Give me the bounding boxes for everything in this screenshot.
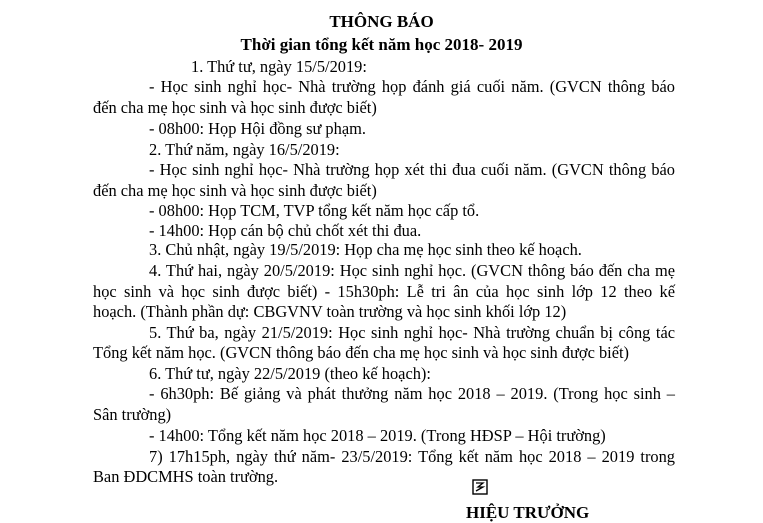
item-4-line-3: hoạch. (Thành phần dự: CBGVNV toàn trường và học sinh khối lớp 12) xyxy=(93,302,567,321)
item-1-meeting: - 08h00: Họp Hội đồng sư phạm. xyxy=(149,119,366,138)
item-4-line-1: 4. Thứ hai, ngày 20/5/2019: Học sinh nghỉ học. (GVCN thông báo đến cha mẹ xyxy=(149,261,675,280)
item-6-detail-line-2: Sân trường) xyxy=(93,405,172,424)
item-1-date: 1. Thứ tư, ngày 15/5/2019: xyxy=(191,57,367,76)
page-title: THÔNG BÁO xyxy=(329,12,434,31)
item-6-meeting: - 14h00: Tổng kết năm học 2018 – 2019. (Trong HĐSP – Hội trường) xyxy=(149,426,606,445)
item-6-detail-line-1: - 6h30ph: Bế giảng và phát thưởng năm học 2018 – 2019. (Trong học sinh – xyxy=(149,384,675,403)
item-7-line-1: 7) 17h15ph, ngày thứ năm- 23/5/2019: Tổng kết năm học 2018 – 2019 trong xyxy=(149,447,675,466)
item-5-line-1: 5. Thứ ba, ngày 21/5/2019: Học sinh nghỉ học- Nhà trường chuẩn bị công tác xyxy=(149,323,675,342)
item-1-detail-line-1: - Học sinh nghỉ học- Nhà trường họp đánh giá cuối năm. (GVCN thông báo xyxy=(149,77,675,96)
item-2-meeting-1: - 08h00: Họp TCM, TVP tổng kết năm học cấp tổ. xyxy=(149,201,480,220)
signature-mark-icon xyxy=(472,479,488,495)
item-1-detail-line-2: đến cha mẹ học sinh và học sinh được biết) xyxy=(93,98,377,117)
item-2-date: 2. Thứ năm, ngày 16/5/2019: xyxy=(149,140,340,159)
item-2-meeting-2: - 14h00: Họp cán bộ chủ chốt xét thi đua. xyxy=(149,221,422,240)
item-3: 3. Chủ nhật, ngày 19/5/2019: Họp cha mẹ học sinh theo kế hoạch. xyxy=(149,240,582,259)
signature-title: HIỆU TRƯỞNG xyxy=(466,503,590,522)
page-subtitle: Thời gian tổng kết năm học 2018- 2019 xyxy=(240,35,523,54)
item-7-line-2: Ban ĐDCMHS toàn trường. xyxy=(93,467,279,486)
item-5-line-2: Tổng kết năm học. (GVCN thông báo đến cha mẹ học sinh và học sinh được biết) xyxy=(93,343,630,362)
item-2-detail-line-2: đến cha mẹ học sinh và học sinh được biết) xyxy=(93,181,377,200)
item-4-line-2: học sinh và học sinh được biết) - 15h30ph: Lễ tri ân của học sinh lớp 12 theo kế xyxy=(93,282,675,301)
item-6-date: 6. Thứ tư, ngày 22/5/2019 (theo kế hoạch): xyxy=(149,364,431,383)
item-2-detail-line-1: - Học sinh nghỉ học- Nhà trường họp xét thi đua cuối năm. (GVCN thông báo xyxy=(149,160,675,179)
